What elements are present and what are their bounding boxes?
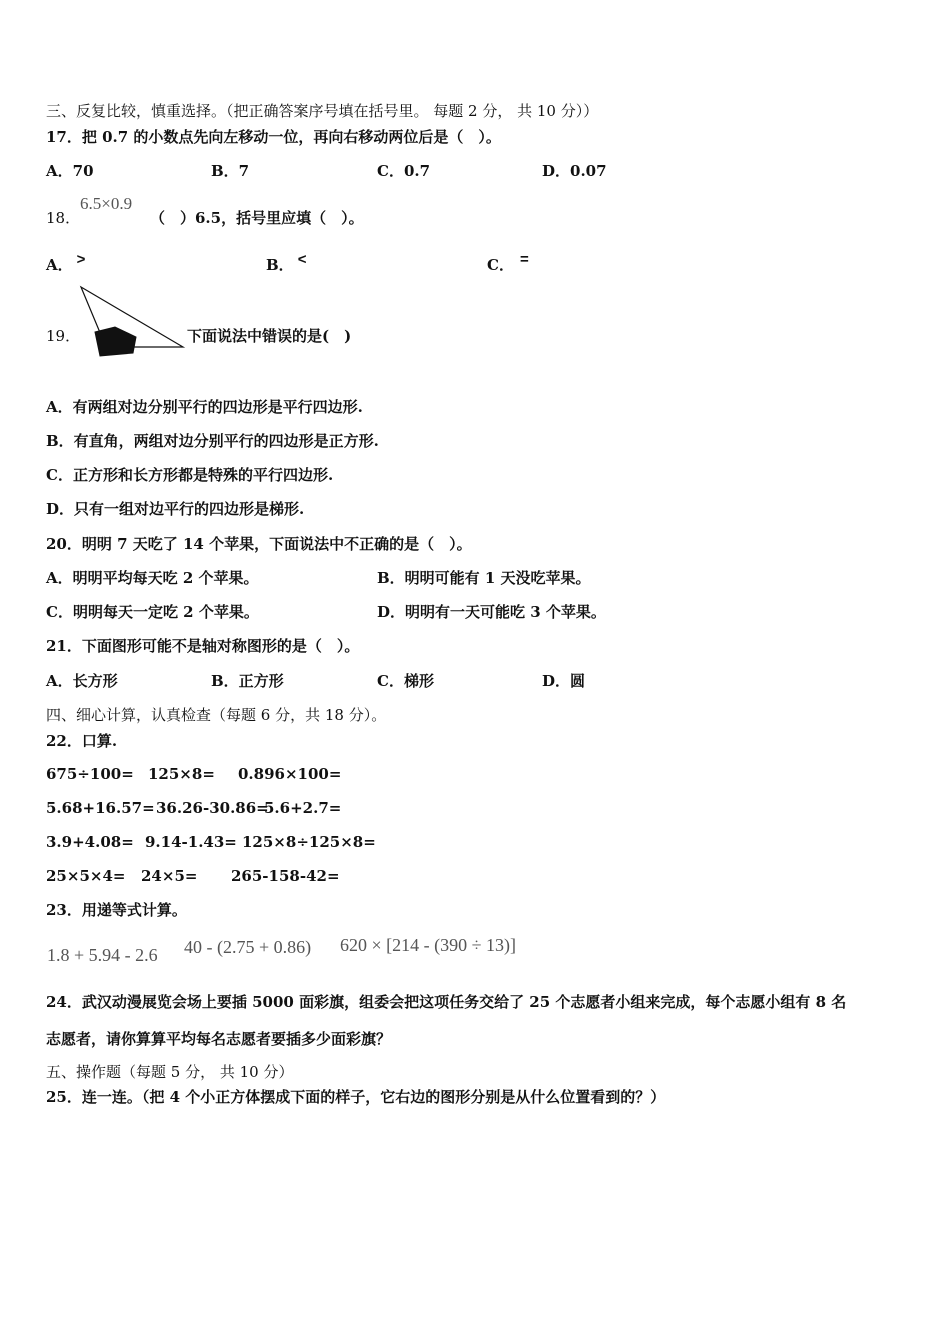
question-19-text: 下面说法中错误的是( ) xyxy=(187,327,352,345)
q17-option-d: D．0.07 xyxy=(542,162,607,180)
question-24-line-1: 24．武汉动漫展览会场上要插 5000 面彩旗，组委会把这项任务交给了 25 个志愿者小组来完成，每个志愿小组有 8 名 xyxy=(46,993,847,1011)
q19-triangle-figure xyxy=(78,284,188,360)
section-4-heading: 四、细心计算，认真检查（每题 6 分，共 18 分）。 xyxy=(46,706,387,724)
question-18-text: （ ）6.5，括号里应填（ ）。 xyxy=(150,209,364,227)
q18-option-b xyxy=(266,251,307,276)
section-3-heading: 三、反复比较，慎重选择。（把正确答案序号填在括号里。 每题 2 分， 共 10 分）） xyxy=(46,102,599,120)
question-25-text: 25．连一连。（把 4 个小正方体摆成下面的样子，它右边的图形分别是从什么位置看到的？） xyxy=(46,1088,666,1106)
q23-expression-1: 1.8 + 5.94 - 2.6 xyxy=(47,945,158,965)
q21-option-b: B．正方形 xyxy=(211,672,284,690)
q19-option-d: D．只有一组对边平行的四边形是梯形. xyxy=(46,500,305,518)
q21-option-d: D．圆 xyxy=(542,672,586,690)
calc-item: 9.14-1.43= xyxy=(145,833,237,851)
q18-option-a-symbol: > xyxy=(76,251,86,268)
q18-option-b-label: B． xyxy=(266,256,294,274)
question-23-text: 23．用递等式计算。 xyxy=(46,901,187,919)
q18-option-a xyxy=(46,251,86,276)
q19-option-b: B．有直角，两组对边分别平行的四边形是正方形. xyxy=(46,432,379,450)
q18-option-c-symbol: = xyxy=(519,251,529,268)
q23-expression-3: 620 × [214 - (390 ÷ 13)] xyxy=(340,935,517,955)
q20-option-d: D．明明有一天可能吃 3 个苹果。 xyxy=(377,603,606,621)
q18-option-c-label: C． xyxy=(487,256,514,274)
question-22-text: 22．口算. xyxy=(46,732,118,750)
question-20-text: 20．明明 7 天吃了 14 个苹果，下面说法中不正确的是（ ）。 xyxy=(46,535,472,553)
q19-option-c: C．正方形和长方形都是特殊的平行四边形. xyxy=(46,466,334,484)
question-19-number: 19． xyxy=(46,327,81,345)
q20-option-b: B．明明可能有 1 天没吃苹果。 xyxy=(377,569,591,587)
calc-item: 36.26-30.86= xyxy=(156,799,269,817)
calc-item: 3.9+4.08= xyxy=(46,833,134,851)
q18-option-c xyxy=(487,251,529,276)
calc-item: 265-158-42= xyxy=(231,867,340,885)
calc-item: 24×5= xyxy=(141,867,198,885)
q21-option-a: A．长方形 xyxy=(46,672,118,690)
q17-option-b: B．7 xyxy=(211,162,250,180)
calc-item: 0.896×100= xyxy=(238,765,342,783)
question-17-text: 17．把 0.7 的小数点先向左移动一位，再向右移动两位后是（ ）。 xyxy=(46,128,501,146)
calc-item: 25×5×4= xyxy=(46,867,126,885)
q21-option-c: C．梯形 xyxy=(377,672,434,690)
q18-expression: 6.5×0.9 xyxy=(80,194,133,213)
calc-item: 5.6+2.7= xyxy=(264,799,342,817)
calc-item: 125×8= xyxy=(148,765,215,783)
calc-item: 5.68+16.57= xyxy=(46,799,155,817)
shaded-quadrilateral xyxy=(95,327,136,356)
calc-item: 675÷100= xyxy=(46,765,134,783)
q17-option-a: A．70 xyxy=(46,162,94,180)
q23-expression-2: 40 - (2.75 + 0.86) xyxy=(184,937,312,957)
q20-option-c: C．明明每天一定吃 2 个苹果。 xyxy=(46,603,259,621)
question-18-number: 18． xyxy=(46,209,81,227)
calc-item: 125×8÷125×8= xyxy=(242,833,376,851)
q17-option-c: C．0.7 xyxy=(377,162,431,180)
section-5-heading: 五、操作题（每题 5 分， 共 10 分） xyxy=(46,1063,294,1081)
q19-option-a: A．有两组对边分别平行的四边形是平行四边形. xyxy=(46,398,363,416)
q18-option-b-symbol: < xyxy=(297,251,307,268)
q18-option-a-label: A． xyxy=(46,256,73,274)
question-24-line-2: 志愿者，请你算算平均每名志愿者要插多少面彩旗？ xyxy=(46,1030,392,1048)
q20-option-a: A．明明平均每天吃 2 个苹果。 xyxy=(46,569,259,587)
question-21-text: 21．下面图形可能不是轴对称图形的是（ ）。 xyxy=(46,637,360,655)
